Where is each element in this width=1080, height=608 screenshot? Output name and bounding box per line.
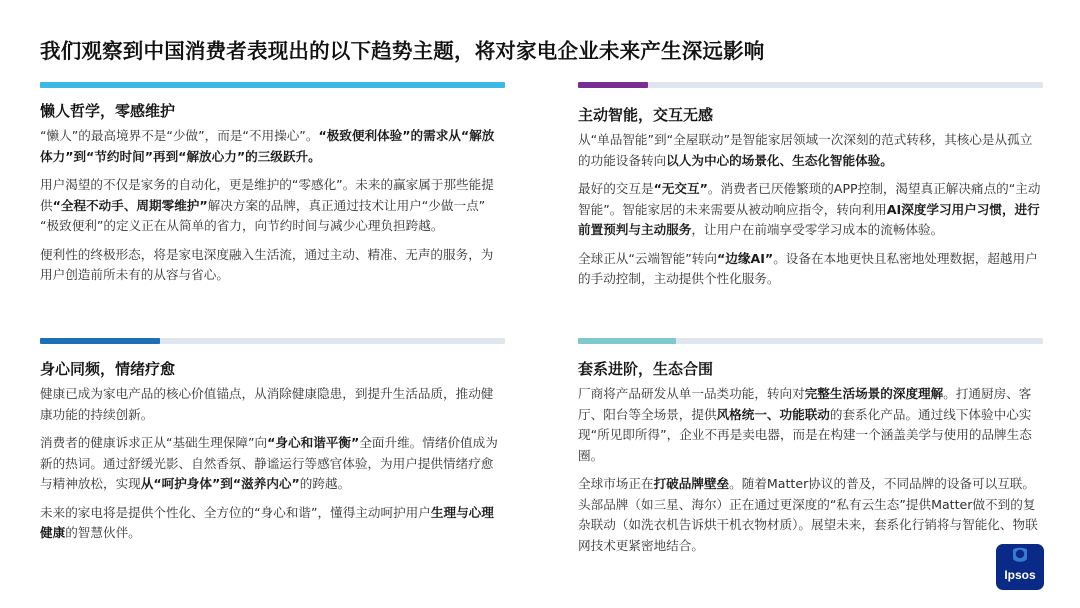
body-text: ，让用户在前端享受零学习成本的流畅体验。 — [691, 222, 944, 237]
body-text: 。设备在本地更快且私密地处理数据，超越用户的手动控制，主动提供个性化服务。 — [578, 250, 1038, 286]
body-text: 用户渴望的不仅是家务的自动化，更是维护的“零感化”。未来的赢家属于那些能提供 — [40, 177, 494, 213]
panel-accent-bar — [578, 82, 1043, 88]
body-text: 。随着Matter协议的普及，不同品牌的设备可以互联。头部品牌（如三星、海尔）正在通过更深度的“私有云生态”提供Matter做不到的复杂联动（如洗衣机告诉烘干机衣物材质）。展望未来，套系化行销将与智能化、物联网技术更紧密地结合。 — [578, 476, 1038, 553]
panel-paragraph — [40, 433, 505, 495]
body-text: 的智慧伙伴。 — [65, 525, 141, 540]
body-text: 全面升维。情绪价值成为新的热词。通过舒缓光影、自然香氛、静谧运行等感官体验，为用户提供情绪疗愈与精神放松，实现 — [40, 435, 498, 491]
panel-paragraph — [40, 245, 505, 286]
body-text: 。打通厨房、客厅、阳台等全场景，提供 — [578, 386, 1032, 422]
body-text: 厂商将产品研发从单一品类功能，转向对 — [578, 386, 805, 401]
body-text: 全球市场正在 — [578, 476, 654, 491]
logo-text: Ipsos — [1004, 568, 1036, 582]
logo-mark-icon — [996, 544, 1044, 590]
panel-paragraph — [578, 249, 1043, 290]
emphasis-text: 打破品牌壁垒 — [653, 476, 730, 491]
panel-body — [40, 126, 505, 294]
emphasis-text: “边缘AI” — [717, 250, 774, 266]
body-text: 全球正从“云端智能”转向 — [578, 250, 717, 266]
body-text: 的套系化产品。通过线下体验中心实现“所见即所得”，企业不再是卖电器，而是在构建一个涵盖美学与使用的品牌生态圈。 — [578, 406, 1032, 463]
panel-bar-fill — [40, 82, 505, 88]
panel-bar-fill — [578, 338, 676, 344]
emphasis-text: “全程不动手、周期零维护” — [52, 197, 208, 213]
panel-body — [578, 130, 1043, 298]
panel-paragraph — [40, 503, 505, 544]
panel-paragraph — [578, 474, 1043, 556]
body-text: 。消费者已厌倦繁琐的APP控制，渴望真正解决痛点的“主动智能”。智能家居的未来需要从被动响应指令，转向利用 — [578, 181, 1041, 217]
emphasis-text: 以人为中心的场景化、生态化智能体验。 — [666, 152, 893, 168]
panel-accent-bar — [40, 338, 505, 344]
body-text: 最好的交互是 — [578, 181, 654, 196]
body-text: 从“单品智能”到“全屋联动”是智能家居领域一次深刻的范式转移，其核心是从孤立的功能设备转向 — [578, 132, 1033, 168]
panel-accent-bar — [40, 82, 505, 88]
body-text: “懒人”的最高境界不是“少做”，而是“不用操心”。 — [40, 128, 319, 143]
panel-bar-fill — [578, 82, 648, 88]
body-text: 便利性的终极形态，将是家电深度融入生活流，通过主动、精准、无声的服务，为用户创造前所未有的从容与省心。 — [40, 246, 494, 282]
body-text: 健康已成为家电产品的核心价值锚点，从消除健康隐患，到提升生活品质，推动健康功能的持续创新。 — [40, 386, 494, 422]
emphasis-text: 完整生活场景的深度理解 — [804, 386, 944, 401]
emphasis-text: 风格统一、功能联动 — [716, 406, 830, 422]
body-text: 的跨越。 — [299, 476, 351, 491]
panel-body — [40, 384, 505, 552]
emphasis-text: “极致便利体验”的需求从“解放体力”到“节约时间”再到“解放心力”的三级跃升。 — [40, 128, 495, 164]
emphasis-text: “身心和谐平衡” — [267, 435, 360, 450]
body-text: 解决方案的品牌，真正通过技术让用户“少做一点” “极致便利”的定义正在从简单的省力，向节约时间与减少心理负担跨越。 — [40, 197, 486, 233]
panel-accent-bar — [578, 338, 1043, 344]
panel-paragraph — [40, 175, 505, 237]
panel-paragraph — [578, 179, 1043, 241]
emphasis-text: 从“呵护身体”到“滋养内心” — [140, 476, 300, 491]
panel-title: 套系进阶，生态合围 — [578, 360, 714, 378]
panel-title: 懒人哲学，零感维护 — [40, 102, 176, 120]
panel-title: 身心同频，情绪疗愈 — [40, 360, 176, 378]
panel-title: 主动智能，交互无感 — [578, 106, 714, 124]
panel-paragraph — [40, 126, 505, 167]
emphasis-text: AI深度学习用户习惯，进行前置预判与主动服务 — [578, 201, 1040, 237]
page-title: 我们观察到中国消费者表现出的以下趋势主题，将对家电企业未来产生深远影响 — [40, 39, 765, 63]
panel-bar-fill — [40, 338, 160, 344]
body-text: 消费者的健康诉求正从“基础生理保障”向 — [40, 435, 268, 450]
panel-body — [578, 384, 1043, 564]
body-text: 未来的家电将是提供个性化、全方位的“身心和谐”，懂得主动呵护用户 — [40, 504, 431, 520]
emphasis-text: 生理与心理健康 — [40, 504, 494, 540]
panel-paragraph — [578, 130, 1043, 171]
emphasis-text: “无交互” — [653, 181, 708, 196]
panel-paragraph — [578, 384, 1043, 466]
ipsos-logo — [996, 544, 1044, 590]
panel-paragraph — [40, 384, 505, 425]
